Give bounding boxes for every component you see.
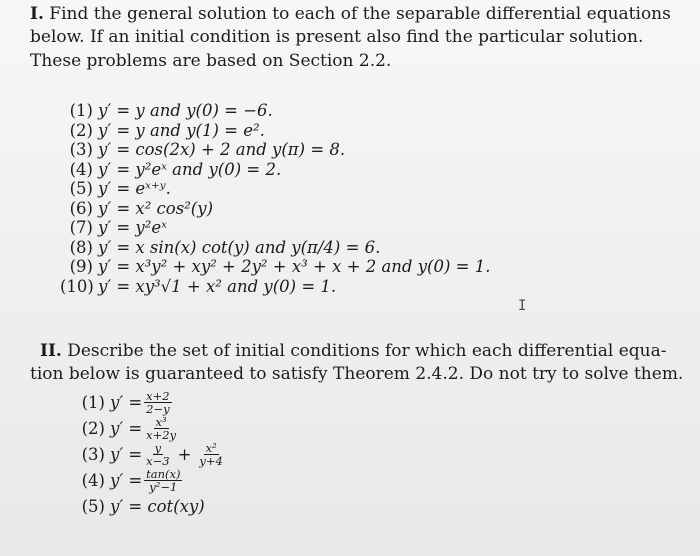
problem-number: (6)	[69, 198, 93, 218]
problem-lhs: y′ =	[110, 470, 143, 490]
problem-lhs: y′ =	[110, 444, 143, 464]
problem-number: (3)	[81, 444, 105, 464]
problem-item	[72, 467, 227, 493]
plus-sign: +	[177, 444, 192, 464]
fraction-denominator: x+2y	[146, 427, 177, 442]
problem-number: (5)	[81, 496, 105, 516]
problem-number: (8)	[69, 237, 93, 257]
part1-label: I.	[30, 4, 44, 24]
part2-text-line1: Describe the set of initial conditions for which each differential equa-	[67, 341, 667, 361]
problem-equation: y′ = y²eˣ	[98, 218, 167, 237]
part1-text-line1: Find the general solution to each of the separable differential equations	[49, 4, 671, 24]
problem-number: (1)	[69, 101, 93, 120]
problem-equation: y′ = x sin(x) cot(y) and y(π/4) = 6.	[98, 237, 381, 257]
fraction	[144, 442, 171, 467]
part1-text-line2: below. If an initial condition is present also find the particular solution.	[30, 27, 644, 47]
problem-equation: y′ = x² cos²(y)	[98, 198, 214, 218]
problem-equation: y′ = cot(xy)	[110, 496, 205, 516]
problem-equation: y′ = x³y² + xy² + 2y² + x³ + x + 2 and y(0) = 1.	[98, 257, 491, 276]
fraction	[144, 416, 178, 441]
problem-number: (10)	[60, 276, 94, 296]
problem-item	[60, 257, 490, 277]
problem-lhs: y′ =	[110, 418, 143, 438]
fraction-numerator: y	[154, 440, 162, 455]
problem-list-2	[72, 389, 227, 519]
problem-item	[72, 415, 227, 441]
fraction-numerator: x+2	[146, 388, 170, 403]
problem-number: (2)	[81, 418, 105, 438]
problem-item	[60, 121, 490, 141]
problem-equation: y′ = y and y(1) = e².	[98, 120, 265, 140]
fraction-denominator: y+4	[199, 453, 223, 468]
problem-item	[60, 179, 490, 199]
problem-item	[60, 140, 490, 160]
part2-text-line2: tion below is guaranteed to satisfy Theorem 2.4.2. Do not try to solve them.	[30, 364, 684, 384]
problem-equation: y′ = eˣ⁺ʸ.	[98, 179, 171, 198]
problem-number: (7)	[69, 218, 93, 237]
problem-number: (4)	[81, 470, 105, 490]
fraction-denominator: y²−1	[149, 479, 178, 494]
problem-number: (1)	[81, 392, 105, 412]
problem-number: (4)	[69, 159, 93, 179]
part1-text-line3: These problems are based on Section 2.2.	[30, 51, 392, 71]
problem-number: (3)	[69, 140, 93, 159]
fraction-numerator: x²	[205, 440, 217, 455]
problem-equation: y′ = cos(2x) + 2 and y(π) = 8.	[98, 140, 346, 159]
problem-equation: y′ = xy³√1 + x² and y(0) = 1.	[98, 276, 337, 296]
problem-item	[60, 277, 490, 297]
fraction-denominator: 2−y	[146, 401, 170, 416]
problem-equation: y′ = y²eˣ and y(0) = 2.	[98, 159, 282, 179]
problem-lhs: y′ =	[110, 392, 143, 412]
problem-item	[60, 238, 490, 258]
fraction	[144, 390, 171, 415]
problem-item	[60, 199, 490, 219]
problem-item	[72, 389, 227, 415]
problem-number: (9)	[69, 257, 93, 276]
fraction	[197, 442, 224, 467]
part2-heading-line1	[40, 341, 700, 362]
problem-item	[60, 101, 490, 121]
part2-label: II.	[40, 341, 62, 361]
problem-list-1	[60, 101, 490, 296]
fraction-numerator: tan(x)	[146, 466, 181, 481]
fraction-numerator: x³	[155, 414, 167, 429]
fraction-denominator: x−3	[146, 453, 170, 468]
problem-number: (2)	[69, 120, 93, 140]
fraction	[144, 468, 182, 493]
problem-item	[60, 160, 490, 180]
problem-item	[72, 493, 227, 519]
problem-number: (5)	[69, 179, 93, 198]
part1-heading-line1	[30, 4, 700, 25]
problem-item	[60, 218, 490, 238]
problem-item	[72, 441, 227, 467]
text-cursor-icon: I	[518, 298, 527, 314]
problem-equation: y′ = y and y(0) = −6.	[98, 101, 273, 120]
